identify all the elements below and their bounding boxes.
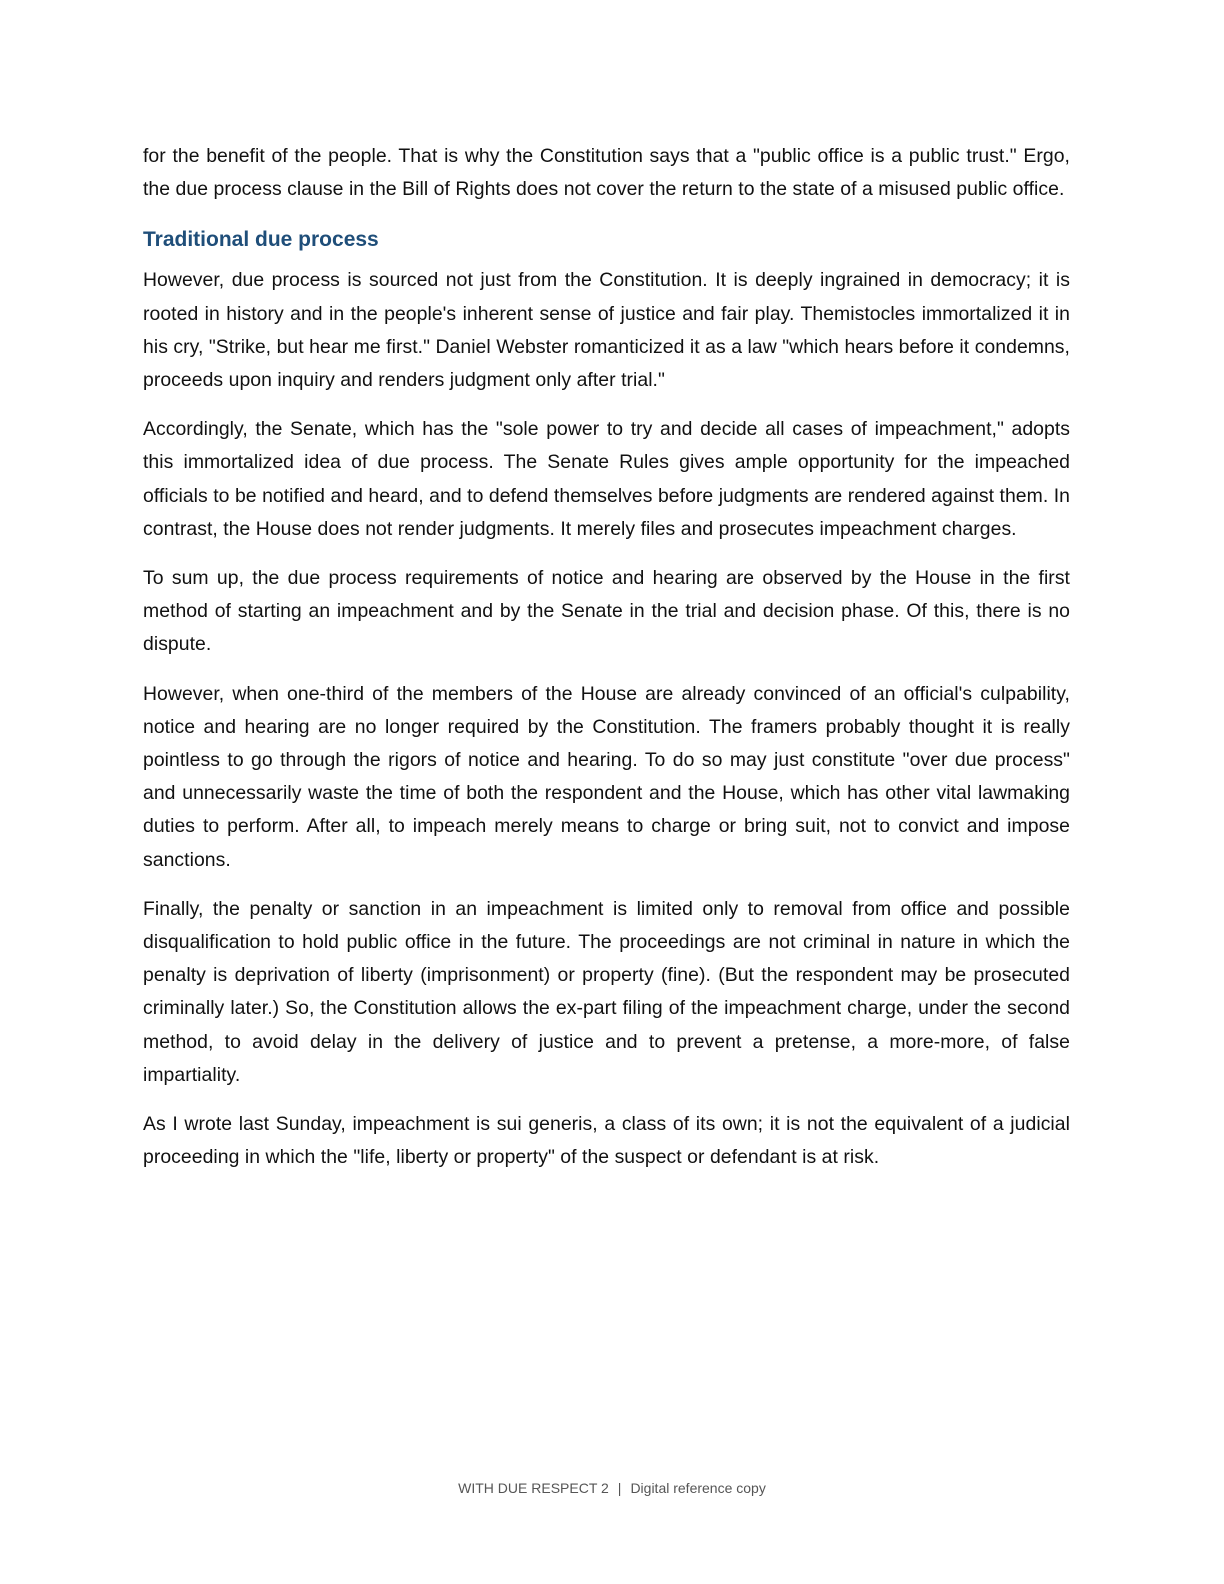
intro-paragraph: for the benefit of the people. That is why the Constitution says that a "public office is a public trust." Ergo, the due process clause in the Bill of Rights does not cover the return to the state of a misused public office. (143, 145, 1070, 201)
document-body (143, 140, 1070, 1174)
footer-book-title: WITH DUE RESPECT 2 (458, 1480, 609, 1496)
paragraph-2: Accordingly, the Senate, which has the "sole power to try and decide all cases of impeachment," adopts this immortalized idea of due process. The Senate Rules gives ample opportunity for the impeached officials to be notified and heard, and to defend themselves before judgments are rendered against them. In contrast, the House does not render judgments. It merely files and prosecutes impeachment charges. (143, 418, 1070, 540)
paragraph-5: Finally, the penalty or sanction in an impeachment is limited only to removal from office and possible disqualification to hold public office in the future. The proceedings are not criminal in nature in which the penalty is deprivation of liberty (imprisonment) or property (fine). (But the respondent may be prosecuted criminally later.) So, the Constitution allows the ex-part filing of the impeachment charge, under the second method, to avoid delay in the delivery of justice and to prevent a pretense, a more-more, of false impartiality. (143, 897, 1070, 1086)
footer-separator: | (617, 1480, 622, 1496)
paragraph-1: However, due process is sourced not just from the Constitution. It is deeply ingrained in democracy; it is rooted in history and in the people's inherent sense of justice and fair play. Themistocles immortalized it in his cry, "Strike, but hear me first." Daniel Webster romanticized it as a law "which hears before it condemns, proceeds upon inquiry and renders judgment only after trial." (143, 269, 1070, 392)
paragraph-3: To sum up, the due process requirements of notice and hearing are observed by the House in the first method of starting an impeachment and by the Senate in the trial and decision phase. Of this, there is no dispute. (143, 567, 1070, 656)
section-heading: Traditional due process (143, 228, 379, 252)
paragraph-4: However, when one-third of the members of the House are already convinced of an official's culpability, notice and hearing are no longer required by the Constitution. The framers probably thought it is really pointless to go through the rigors of notice and hearing. To do so may just constitute "over due process" and unnecessarily waste the time of both the respondent and the House, which has other vital lawmaking duties to perform. After all, to impeach merely means to charge or bring suit, not to convict and impose sanctions. (143, 682, 1070, 871)
page-footer (0, 1478, 1224, 1498)
paragraph-6: As I wrote last Sunday, impeachment is sui generis, a class of its own; it is not the equivalent of a judicial proceeding in which the "life, liberty or property" of the suspect or defendant is at risk. (143, 1113, 1070, 1169)
footer-note: Digital reference copy (630, 1480, 766, 1496)
